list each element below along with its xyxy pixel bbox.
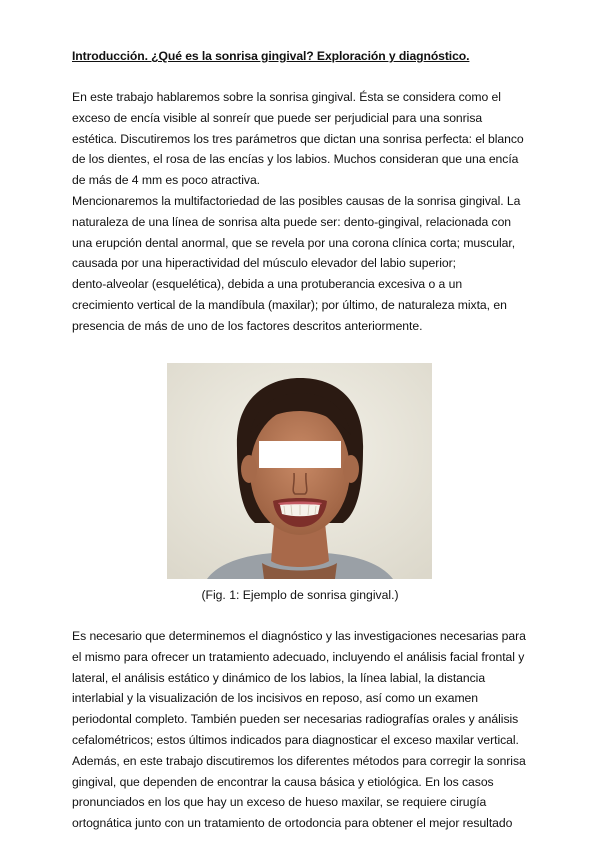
text-line: crecimiento vertical de la mandíbula (maxilar); por último, de naturaleza mixta, en bbox=[72, 297, 507, 312]
text-line: cefalométricos; estos últimos indicados para diagnosticar el exceso maxilar vertical. bbox=[72, 732, 519, 747]
text-line: estética. Discutiremos los tres parámetros que dictan una sonrisa perfecta: el blanco bbox=[72, 131, 524, 146]
text-line: Además, en este trabajo discutiremos los diferentes métodos para corregir la sonrisa bbox=[72, 753, 526, 768]
text-line: de más de 4 mm es poco atractiva. bbox=[72, 173, 261, 188]
text-line: causada por una hiperactividad del músculo elevador del labio superior; bbox=[72, 256, 456, 271]
text-line: lateral, el análisis estático y dinámico de los labios, la línea labial, la distancia bbox=[72, 670, 486, 685]
text-line: exceso de encía visible al sonreír que puede ser perjudicial para una sonrisa bbox=[72, 110, 483, 125]
document-title: Introducción. ¿Qué es la sonrisa gingival? Exploración y diagnóstico. bbox=[72, 49, 470, 63]
paragraph-introduction bbox=[72, 87, 542, 191]
text-line: naturaleza de una línea de sonrisa alta puede ser: dento-gingival, relacionada con bbox=[72, 214, 512, 229]
text-line: ortognática junto con un tratamiento de ortodoncia para obtener el mejor resultado bbox=[72, 816, 513, 831]
text-line: Mencionaremos la multifactoriedad de las posibles causas de la sonrisa gingival. La bbox=[72, 194, 521, 208]
text-line: interlabial y la visualización de los incisivos en reposo, así como un examen bbox=[72, 691, 478, 706]
figure-photo-gummy-smile bbox=[167, 363, 432, 579]
text-line: presencia de más de uno de los factores descritos anteriormente. bbox=[72, 318, 423, 333]
text-line: el mismo para ofrecer un tratamiento adecuado, incluyendo el análisis facial frontal y bbox=[72, 649, 525, 664]
text-line: gingival, que dependen de encontrar la causa básica y etiológica. En los casos bbox=[72, 774, 494, 789]
text-line: periodontal completo. También pueden ser necesarias radiografías orales y análisis bbox=[72, 712, 519, 727]
text-line: pronunciados en los que hay un exceso de hueso maxilar, se requiere cirugía bbox=[72, 795, 487, 810]
text-line: dento-alveolar (esquelética), debida a una protuberancia excesiva o a un bbox=[72, 277, 463, 292]
text-line: Es necesario que determinemos el diagnóstico y las investigaciones necesarias para bbox=[72, 629, 526, 643]
text-line: En este trabajo hablaremos sobre la sonrisa gingival. Ésta se considera como el bbox=[72, 90, 501, 104]
paragraph-diagnosis bbox=[72, 626, 542, 834]
text-line: de los dientes, el rosa de las encías y los labios. Muchos consideran que una encía bbox=[72, 152, 519, 167]
text-line: una erupción dental anormal, que se revela por una corona clínica corta; muscular, bbox=[72, 235, 516, 250]
figure-caption: (Fig. 1: Ejemplo de sonrisa gingival.) bbox=[201, 588, 399, 602]
paragraph-causes bbox=[72, 191, 542, 337]
